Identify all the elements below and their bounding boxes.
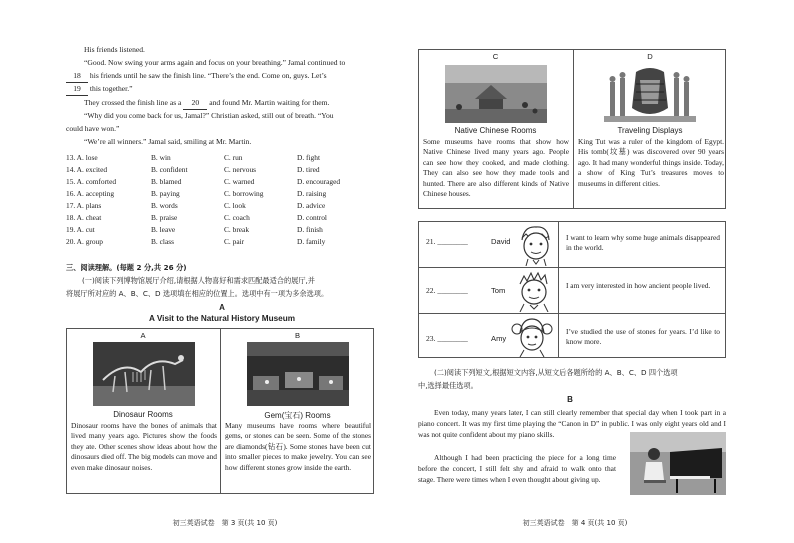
- option-b: B. paying: [151, 189, 180, 198]
- person-name: Amy: [491, 334, 507, 343]
- answer-blank[interactable]: ________: [437, 237, 468, 246]
- option-c: C. nervous: [224, 165, 257, 174]
- section-instruction: (一)阅读下列博物馆展厅介绍,请根据人物喜好和需求匹配最适合的展厅,并: [82, 276, 315, 285]
- section-title: 三、阅读理解。(每题 2 分,共 26 分): [66, 263, 187, 272]
- box-caption: Dinosaur Rooms: [113, 410, 173, 419]
- option-d: D. finish: [297, 225, 323, 234]
- option-c: C. pair: [224, 237, 245, 246]
- blank-18[interactable]: 18: [66, 70, 88, 83]
- option-a: 13. A. lose: [66, 153, 98, 162]
- piano-icon: [630, 432, 726, 495]
- option-c: C. warned: [224, 177, 255, 186]
- story-line: could have won.”: [66, 124, 120, 133]
- passage-paragraph: Even today, many years later, I can still clearly remember that special day when I took part in a piano concert. It was my first time playing the “Canon in D” in public. I was only eight years old and I was not quite confident about my piano skills.: [418, 408, 726, 440]
- option-d: D. raising: [297, 189, 327, 198]
- question-22: 22. ________: [426, 286, 468, 295]
- option-b: B. leave: [151, 225, 176, 234]
- divider: [418, 267, 726, 268]
- box-label: B: [294, 331, 301, 340]
- box-text: King Tut was a ruler of the kingdom of Egypt. His tomb(坟墓) was discovered over 90 years ago. It had many wonderful things inside. Today, a show of King Tut’s treasures moves to museums in different cities.: [578, 137, 724, 188]
- option-b: B. class: [151, 237, 174, 246]
- option-d: D. encouraged: [297, 177, 341, 186]
- section-instruction: (二)阅读下列短文,根据短文内容,从短文后各题所给的 A、B、C、D 四个选项: [434, 368, 678, 377]
- option-c: C. break: [224, 225, 250, 234]
- story-line: 19 this together.”: [66, 83, 133, 96]
- answer-blank[interactable]: ________: [437, 334, 468, 343]
- blank-20[interactable]: 20: [183, 97, 207, 110]
- story-line: His friends listened.: [84, 45, 145, 54]
- option-c: C. borrowing: [224, 189, 264, 198]
- option-b: B. confident: [151, 165, 188, 174]
- blank-19[interactable]: 19: [66, 83, 88, 96]
- option-a: 20. A. group: [66, 237, 103, 246]
- divider: [558, 221, 559, 358]
- piano-photo: [630, 432, 726, 495]
- box-text: Dinosaur rooms have the bones of animals that lived many years ago. Pictures show the foods they ate. Other scenes show ideas about how the dinosaurs died off. The big models can move and even make dinosaur noises.: [71, 421, 217, 472]
- option-c: C. coach: [224, 213, 250, 222]
- story-line: 18 his friends until he saw the finish line. “There’s the end. Come on, guys. Let’s: [66, 70, 327, 83]
- box-caption: Traveling Displays: [617, 126, 683, 135]
- egyptian-statues-photo: [604, 64, 696, 124]
- box-text: Many museums have rooms where beautiful gems, or stones can be seen. Some of the stones are diamonds(钻石). Some stones have been cut into smaller pieces to make jewelry. You can see how different stones grow inside the earth.: [225, 421, 371, 472]
- person-statement: I am very interested in how ancient people lived.: [566, 281, 711, 290]
- option-a: 18. A. cheat: [66, 213, 102, 222]
- option-a: 17. A. plans: [66, 201, 102, 210]
- passage-label: B: [567, 395, 573, 404]
- person-statement: I’ve studied the use of stones for years. I’d like to know more.: [566, 327, 720, 347]
- diorama-icon: [445, 65, 547, 123]
- option-b: B. praise: [151, 213, 178, 222]
- option-a: 14. A. excited: [66, 165, 108, 174]
- page-footer: 初三英语试卷 第 3 页(共 10 页): [172, 519, 278, 527]
- gem-display-icon: [247, 342, 349, 406]
- option-d: D. family: [297, 237, 326, 246]
- box-label: D: [647, 52, 653, 61]
- option-b: B. blamed: [151, 177, 182, 186]
- option-a: 19. A. cut: [66, 225, 95, 234]
- story-line: “Good. Now swing your arms again and focus on your breathing.” Jamal continued to: [84, 58, 346, 67]
- option-b: B. win: [151, 153, 171, 162]
- passage-title: A Visit to the Natural History Museum: [148, 314, 296, 323]
- option-b: B. words: [151, 201, 178, 210]
- box-caption: Gem(宝石) Rooms: [264, 411, 331, 420]
- dinosaur-skeleton-icon: [93, 342, 195, 406]
- person-name: Tom: [491, 286, 506, 295]
- divider: [418, 313, 726, 314]
- option-c: C. look: [224, 201, 246, 210]
- passage-paragraph: Although I had been practicing the piece for a long time before the concert, I still felt shy and afraid to walk onto that stage. There were times when I even thought about giving up.: [418, 453, 616, 485]
- box-caption: Native Chinese Rooms: [454, 126, 537, 135]
- option-c: C. run: [224, 153, 243, 162]
- boy-face-icon: [516, 224, 554, 266]
- dinosaur-photo: [93, 342, 195, 406]
- story-line: “Why did you come back for us, Jamal?” Christian asked, still out of breath. “You: [84, 111, 334, 120]
- option-d: D. advice: [297, 201, 326, 210]
- story-line: “We’re all winners.” Jamal said, smiling at Mr. Martin.: [84, 137, 252, 146]
- answer-blank[interactable]: ________: [437, 286, 468, 295]
- story-line: They crossed the finish line as a 20 and found Mr. Martin waiting for them.: [84, 97, 329, 110]
- person-statement: I want to learn why some huge animals disappeared in the world.: [566, 233, 720, 253]
- section-instruction: 中,选择最佳选项。: [418, 381, 478, 390]
- native-chinese-photo: [445, 65, 547, 123]
- gem-room-photo: [247, 342, 349, 406]
- option-d: D. control: [297, 213, 327, 222]
- page-footer: 初三英语试卷 第 4 页(共 10 页): [522, 519, 628, 527]
- box-label: A: [140, 331, 146, 340]
- option-d: D. fight: [297, 153, 320, 162]
- question-23: 23. ________: [426, 334, 468, 343]
- question-21: 21. ________: [426, 237, 468, 246]
- girl-face-icon: [510, 315, 554, 357]
- option-a: 15. A. comforted: [66, 177, 117, 186]
- box-label: C: [492, 52, 499, 61]
- option-d: D. tired: [297, 165, 320, 174]
- person-name: David: [491, 237, 511, 246]
- option-a: 16. A. accepting: [66, 189, 115, 198]
- boy-face-icon: [514, 270, 554, 312]
- section-instruction: 将展厅所对应的 A、B、C、D 选项填在相应的位置上。选项中有一项为多余选项。: [66, 289, 329, 298]
- box-text: Some museums have rooms that show how Native Chinese lived many years ago. People can see how they cooked, and made clothing. They can also see how they made tools and hunted. There are also different kinds of Native Chinese houses.: [423, 137, 569, 199]
- king-tut-mask-icon: [604, 64, 696, 124]
- passage-label: A: [219, 303, 225, 312]
